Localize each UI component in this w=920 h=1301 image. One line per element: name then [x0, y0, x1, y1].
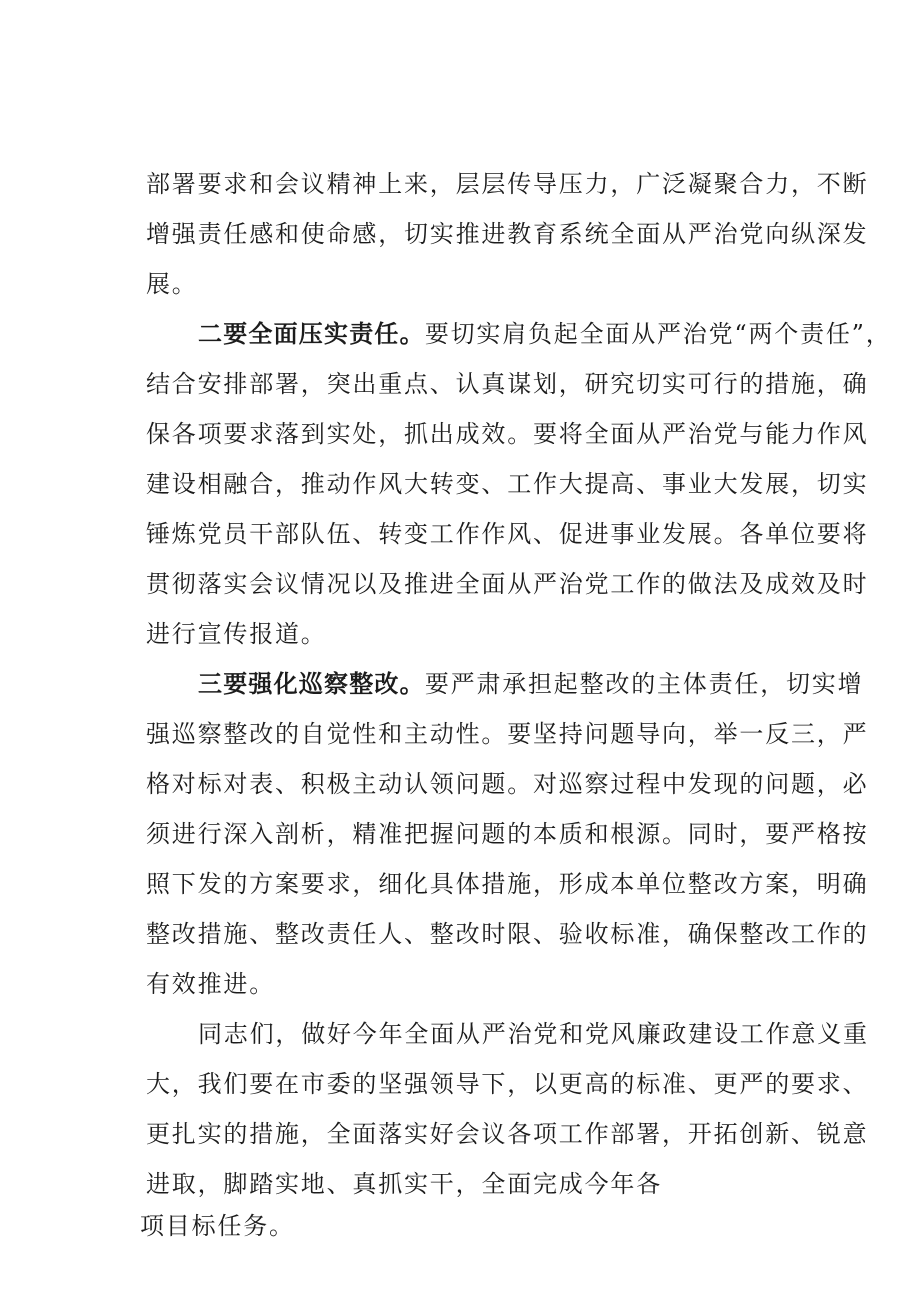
text-line: 进取，脚踏实地、真抓实干，全面完成今年各	[146, 1170, 662, 1198]
text-line: 进行宣传报道。	[146, 620, 327, 648]
text-line	[146, 659, 864, 709]
text-line: 有效推进。	[146, 970, 275, 998]
paragraph-heading: 三要强化巡察整改。	[198, 669, 425, 698]
text-line: 结合安排部署，突出重点、认真谋划，研究切实可行的措施，确	[146, 370, 869, 398]
paragraph-rectification	[146, 659, 869, 1009]
text-line: 格对标对表、积极主动认领问题。对巡察过程中发现的问题，必	[146, 770, 869, 798]
text-line: 须进行深入剖析，精准把握问题的本质和根源。同时，要严格按	[146, 820, 869, 848]
text-line: 部署要求和会议精神上来，层层传导压力，广泛凝聚合力，不断	[146, 170, 869, 198]
text-line: 更扎实的措施，全面落实好会议各项工作部署，开拓创新、锐意	[146, 1120, 869, 1148]
text-run: 要切实肩负起全面从严治党“两个责任”，	[424, 320, 892, 348]
text-line: 保各项要求落到实处，抓出成效。要将全面从严治党与能力作风	[146, 420, 869, 448]
paragraph-responsibility	[146, 309, 892, 659]
text-line: 强巡察整改的自觉性和主动性。要坚持问题导向，举一反三，严	[146, 720, 869, 748]
text-line: 照下发的方案要求，细化具体措施，形成本单位整改方案，明确	[146, 870, 869, 898]
text-line: 整改措施、整改责任人、整改时限、验收标准，确保整改工作的	[146, 920, 869, 948]
text-line: 同志们，做好今年全面从严治党和党风廉政建设工作意义重	[198, 1020, 869, 1048]
text-line: 大，我们要在市委的坚强领导下，以更高的标准、更严的要求、	[146, 1070, 869, 1098]
text-line: 建设相融合，推动作风大转变、工作大提高、事业大发展，切实	[146, 470, 869, 498]
text-line: 增强责任感和使命感，切实推进教育系统全面从严治党向纵深发	[146, 220, 869, 248]
paragraph-heading: 二要全面压实责任。	[198, 319, 425, 348]
text-line: 项目标任务。	[140, 1212, 295, 1240]
text-line	[146, 309, 892, 359]
text-line: 锤炼党员干部队伍、转变工作作风、促进事业发展。各单位要将	[146, 520, 869, 548]
document-body	[140, 159, 892, 1243]
paragraph-continuation	[146, 159, 869, 309]
text-line: 贯彻落实会议情况以及推进全面从严治党工作的做法及成效及时	[146, 570, 869, 598]
text-run: 要严肃承担起整改的主体责任，切实增	[424, 670, 864, 698]
text-line: 展。	[146, 270, 198, 298]
paragraph-closing	[140, 1009, 869, 1243]
